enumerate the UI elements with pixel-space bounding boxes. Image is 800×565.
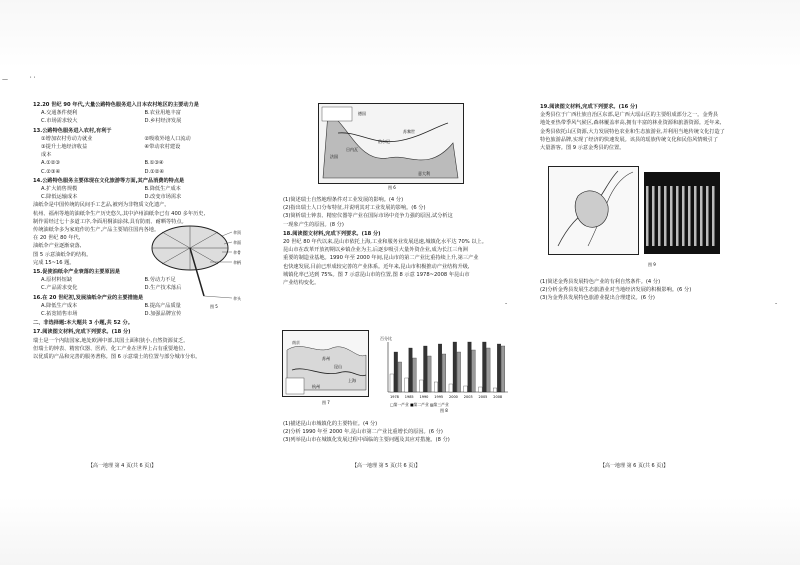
umbrella-figure <box>150 218 250 310</box>
photo-stripe <box>658 186 661 246</box>
legend-box <box>322 107 352 121</box>
chart-x-tick: 2008 <box>493 395 503 399</box>
map-label: 苏黎世 <box>403 129 415 134</box>
scan-mark: - <box>505 300 508 307</box>
q19-subquestion: (3)为金秀县发展特色旅游业提出合理建议。(6 分) <box>540 295 655 302</box>
statement: ④带动农村建设 <box>144 144 181 151</box>
map-label: 上海 <box>348 378 356 383</box>
chart-bar <box>483 342 487 392</box>
chart-bar <box>398 362 402 392</box>
option: C.降低运输成本 <box>41 194 78 201</box>
option: D.乡村经济发展 <box>144 118 182 125</box>
page-footer: 【高一地理 第 6 页(共 6 页)】 <box>600 463 669 469</box>
umbrella-passage <box>33 201 206 267</box>
question-13: 13.公路特色服务进入农村,有利于 <box>33 127 112 134</box>
q12-options <box>33 109 248 117</box>
chart-x-tick: 2000 <box>449 395 458 399</box>
chart-x-tick: 2003 <box>463 395 473 399</box>
chart-x-tick: 2005 <box>478 395 488 399</box>
section-heading: 二、非选择题:本大题共 3 小题,共 52 分。 <box>33 320 133 327</box>
chart-bar <box>434 382 438 392</box>
page-5-column <box>283 196 513 287</box>
q18-text: 昆山市在改革开放初期以乡镇企业为主,后逐步吸引大量外资企业,成为长江三角洲 <box>283 247 468 254</box>
photo-stripe <box>646 186 649 246</box>
option: C.市场需求较大 <box>41 118 78 125</box>
q18-text: 产业结构变化。 <box>283 280 320 287</box>
question-15: 15.促使油纸伞产业衰落的主要原因是 <box>33 269 121 276</box>
option: B.农业用地丰富 <box>144 110 181 117</box>
q19-subquestion: (2)分析金秀县发展生态旅游业对当地经济发展的积极影响。(6 分) <box>540 287 692 294</box>
chart-bar <box>390 374 394 392</box>
option: D.①②④ <box>144 168 165 175</box>
photo-stripe <box>652 186 655 246</box>
q16-options <box>33 310 248 318</box>
option: A.原材料短缺 <box>41 277 73 284</box>
q14-options <box>33 185 248 193</box>
option: D.改变市场需求 <box>144 194 182 201</box>
q18-subquestion: (1)描述昆山市城镇化的主要特征。(4 分) <box>283 421 378 427</box>
map-label: 南京 <box>292 340 300 345</box>
q12-options <box>33 117 248 125</box>
q17-subquestion: (2)指出瑞士人口分布特征,并说明其对工业发展的影响。(6 分) <box>283 205 426 212</box>
map-label: 杭州 <box>312 384 320 389</box>
chart-bar <box>453 342 457 392</box>
chart-bar <box>449 384 453 392</box>
q17-subquestion: (1)简述瑞士自然地理条件对工业发展的影响。(4 分) <box>283 197 404 203</box>
q17-subquestion: (3)简析瑞士钟表、精密仪器等产业在国际市场中竞争力强的原因,试分析这 <box>283 213 453 220</box>
photo-stripe <box>712 186 715 246</box>
q17-text: 但瑞士的钟表、精密仪器、医药、化工产业在世界上占有重要地位, <box>33 345 186 352</box>
chart-bar <box>413 358 417 392</box>
map-label: 伯尔尼 <box>378 139 390 144</box>
chart-bar <box>405 378 409 392</box>
option: B.降低生产成本 <box>144 186 181 193</box>
option: C.产品需求变化 <box>41 285 78 292</box>
umbrella-label: 伞柄 <box>233 260 241 265</box>
option: A.交通条件便利 <box>41 110 78 117</box>
q18-text: 城镇化率已达到 75%。图 7 示意昆山市的位置,图 8 示意 1978~2008 年昆山市 <box>283 271 470 278</box>
chart-legend: □第一产业 ■第二产业 ▨第三产业 <box>390 402 449 407</box>
chart-bar <box>487 348 491 392</box>
q18-text: 重要的制造业基地。1990 年至 2000 年间,昆山市的第二产业比重持续上升,第三产业 <box>283 255 479 262</box>
chart-bar <box>479 387 483 392</box>
figure-caption: 图 6 <box>388 185 396 190</box>
passage-line: 油纸伞产业逐渐衰落, <box>33 243 82 250</box>
q13-statements <box>33 143 248 151</box>
passage-line: 图 5 示意油纸伞的结构。 <box>33 251 92 258</box>
option: B.①③④ <box>144 160 164 167</box>
option: B.提高产品质量 <box>144 302 181 309</box>
chart-bar <box>457 352 461 392</box>
passage-line: 传统油纸伞多为家庭作坊生产,产品主要销往国内各地。 <box>33 227 160 234</box>
figure-8-chart <box>378 334 513 412</box>
chart-bar <box>493 388 497 392</box>
q13-extra: 成本 <box>41 152 52 159</box>
umbrella-label: 伞顶 <box>233 230 241 235</box>
question-19: 19.阅读图文材料,完成下列要求。(16 分) <box>540 104 638 110</box>
figure-9 <box>548 166 723 272</box>
q17-text: 以优质的产品和完善的服务著称。图 6 示意瑞士的位置与部分城市分布。 <box>33 354 201 361</box>
q13-statements <box>33 135 248 143</box>
q18-subquestion: (3)列举昆山市在城镇化发展过程中面临的主要问题及其应对措施。(8 分) <box>283 437 450 444</box>
option: D.加强品牌宣传 <box>144 311 182 318</box>
photo-stripe <box>688 186 691 246</box>
umbrella-label: 伞面 <box>233 240 241 245</box>
statement: ①增加农村劳动力就业 <box>41 135 93 142</box>
q19-text: 地处亚热带季风气候区,森林覆盖率高,拥有丰富的林业资源和旅游资源。近年来, <box>540 120 722 127</box>
chart-bars <box>390 342 505 392</box>
question-17: 17.阅读图文材料,完成下列要求。(18 分) <box>33 329 131 336</box>
q19-text: 金秀县依托山区资源,大力发展特色农业和生态旅游业,并利用当地传统文化打造了 <box>540 128 725 135</box>
chart-bar <box>464 386 468 392</box>
figure-caption: 图 5 <box>210 304 218 309</box>
chart-x-tick: 1985 <box>404 395 414 399</box>
figure-7-map <box>282 330 372 406</box>
chart-x-tick: 1995 <box>434 395 444 399</box>
option: D.生产技术落后 <box>144 285 182 292</box>
legend-box <box>286 378 304 394</box>
passage-line: 制作需经过七十多道工序,伞面用桐油涂抹,具有防雨、耐晒等特点。 <box>33 218 187 225</box>
scan-mark: - <box>775 300 778 307</box>
passage-line: 油纸伞是中国传统的民间手工艺品,被列为非物质文化遗产。 <box>33 202 170 209</box>
statement: ②吸收外地人口流动 <box>144 135 191 142</box>
chart-bar <box>420 380 424 392</box>
scan-mark: ˌ ˌ <box>30 72 36 79</box>
passage-line: 在 20 世纪 80 年代, <box>33 235 81 242</box>
page-5-questions <box>283 420 513 445</box>
question-16: 16.在 20 世纪初,发展油纸伞产业的主要措施是 <box>33 294 144 301</box>
umbrella-label: 伞骨 <box>233 250 241 255</box>
q14-options <box>33 193 248 201</box>
umbrella-label: 伞头 <box>233 296 241 301</box>
q19-text: 金秀县位于广西壮族自治区东部,是广西大瑶山区的主要组成部分之一。金秀县 <box>540 112 719 119</box>
chart-bar <box>428 356 432 392</box>
passage-line: 杭州、福州等地的油纸伞生产历史悠久,其中泸州油纸伞已有 400 多年历史, <box>33 210 206 217</box>
statement: ③提升土地经济收益 <box>41 144 88 151</box>
map-label: 昆山 <box>334 364 342 369</box>
map-label: 意大利 <box>418 171 430 176</box>
chart-bar <box>497 344 501 392</box>
q17-text: 瑞士是一个内陆国家,地处欧洲中部,其国土面积狭小,自然资源贫乏。 <box>33 337 189 344</box>
q19-text: 大量游客。图 9 示意金秀县的位置。 <box>540 145 625 152</box>
chart-bar <box>409 348 413 392</box>
q18-subquestion: (2)分析 1990 年至 2000 年,昆山市第二产业比重增长的原因。(6 分) <box>283 429 443 436</box>
chart-bar <box>468 342 472 392</box>
map-label: 德国 <box>358 111 366 116</box>
page-6-column <box>540 102 765 152</box>
photo-stripe <box>670 186 673 246</box>
question-18: 18.阅读图文材料,完成下列要求。(18 分) <box>283 230 381 237</box>
map-label: 苏州 <box>322 356 330 361</box>
chart-bar <box>501 346 505 392</box>
page-6-questions <box>540 278 765 303</box>
figure-6-map <box>318 103 464 189</box>
option: A.降低生产成本 <box>41 302 78 309</box>
chart-y-label: 百分比 <box>380 336 392 341</box>
chart-x-ticks <box>390 395 502 399</box>
photo-stripe <box>700 186 703 246</box>
option: C.②③④ <box>41 168 61 175</box>
option: A.扩大销售规模 <box>41 186 78 193</box>
option: A.①②③ <box>41 160 61 167</box>
photo-stripe <box>664 186 667 246</box>
chart-bar <box>442 354 446 392</box>
photo-stripe <box>676 186 679 246</box>
chart-bar <box>438 344 442 392</box>
figure-caption: 图 8 <box>440 408 448 413</box>
option: B.劳动力不足 <box>144 277 176 284</box>
q19-subquestion: (1)简述金秀县发展特色产业的有利自然条件。(4 分) <box>540 279 661 285</box>
scan-mark: — <box>2 76 8 83</box>
passage-line: 完成 15~16 题。 <box>33 259 75 266</box>
question-14: 14.公路特色服务主要体现在文化旅游等方面,其产品消费的特点是 <box>33 177 185 184</box>
page-footer: 【高一地理 第 4 页(共 6 页)】 <box>88 463 157 469</box>
q13-answers <box>33 168 248 176</box>
figure-caption: 图 7 <box>322 400 330 405</box>
photo-stripe <box>706 186 709 246</box>
q18-text: 20 世纪 80 年代以来,昆山市依托上海,工业和服务业发展迅速,城镇化水平达 70% 以上。 <box>283 239 487 246</box>
chart-x-tick: 1978 <box>390 395 399 399</box>
photo-stripe <box>694 186 697 246</box>
q18-text: 也快速发展,目前已形成较完善的产业体系。近年来,昆山市积极推动产业结构升级, <box>283 263 470 270</box>
q17-subquestion: 一现象产生的原因。(8 分) <box>283 221 344 228</box>
chart-bar <box>424 346 428 392</box>
photo-stripe <box>682 186 685 246</box>
chart-bar <box>472 350 476 392</box>
map-label: 日内瓦 <box>346 147 358 152</box>
q13-answers <box>33 159 248 167</box>
question-12: 12.20 世纪 90 年代,大量公路特色服务进入日本农村地区的主要动力是 <box>33 102 199 108</box>
map-label: 法国 <box>330 154 338 159</box>
q19-text: 特色旅游品牌,实现了经济的快速发展。该县的瑶族传统文化和民俗风情吸引了 <box>540 136 719 143</box>
option: C.拓宽销售市场 <box>41 311 78 318</box>
chart-x-tick: 1990 <box>419 395 429 399</box>
figure-caption: 图 9 <box>648 262 656 267</box>
page-footer: 【高一地理 第 5 页(共 6 页)】 <box>352 463 421 469</box>
chart-bar <box>394 352 398 392</box>
